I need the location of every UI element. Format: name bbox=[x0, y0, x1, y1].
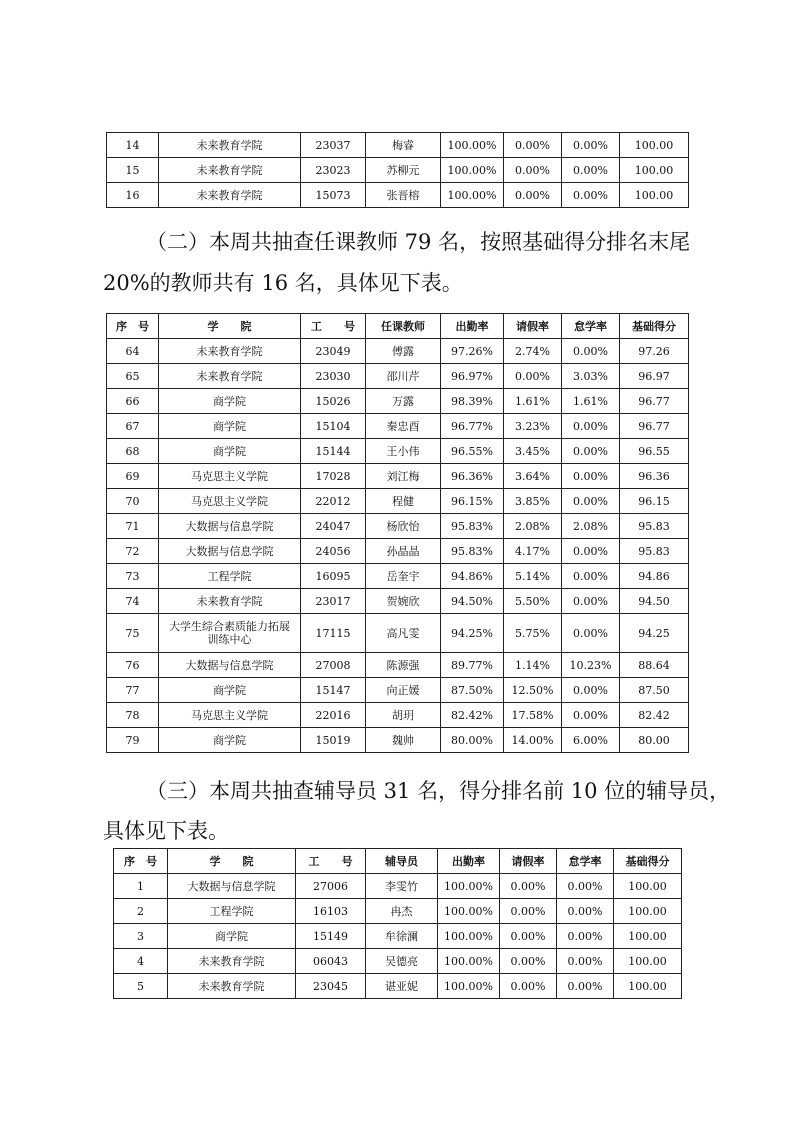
cell-index: 14 bbox=[107, 133, 159, 158]
cell-index: 1 bbox=[114, 874, 168, 899]
cell-attendance: 96.55% bbox=[441, 439, 504, 464]
cell-leave: 5.75% bbox=[504, 614, 562, 653]
cell-index: 66 bbox=[107, 389, 159, 414]
cell-truancy: 0.00% bbox=[562, 489, 620, 514]
cell-college: 大数据与信息学院 bbox=[159, 514, 301, 539]
cell-college: 未来教育学院 bbox=[168, 949, 296, 974]
header-index: 序 号 bbox=[107, 314, 159, 339]
cell-name: 王小伟 bbox=[366, 439, 441, 464]
table-3 bbox=[113, 848, 682, 999]
header-leave: 请假率 bbox=[500, 849, 557, 874]
table-2 bbox=[106, 313, 689, 753]
cell-leave: 0.00% bbox=[504, 158, 562, 183]
cell-staff-id: 23037 bbox=[301, 133, 366, 158]
cell-index: 67 bbox=[107, 414, 159, 439]
table-row bbox=[107, 678, 689, 703]
table-row bbox=[114, 874, 682, 899]
cell-score: 100.00 bbox=[620, 183, 689, 208]
cell-attendance: 100.00% bbox=[438, 899, 500, 924]
cell-truancy: 0.00% bbox=[562, 589, 620, 614]
cell-attendance: 96.36% bbox=[441, 464, 504, 489]
cell-truancy: 0.00% bbox=[562, 539, 620, 564]
cell-index: 3 bbox=[114, 924, 168, 949]
table-row bbox=[114, 924, 682, 949]
table-row bbox=[107, 183, 689, 208]
header-teacher: 任课教师 bbox=[366, 314, 441, 339]
cell-index: 77 bbox=[107, 678, 159, 703]
cell-score: 87.50 bbox=[620, 678, 689, 703]
table-row bbox=[107, 703, 689, 728]
table-row bbox=[107, 564, 689, 589]
cell-attendance: 97.26% bbox=[441, 339, 504, 364]
cell-leave: 0.00% bbox=[500, 899, 557, 924]
cell-score: 100.00 bbox=[614, 949, 682, 974]
header-attendance: 出勤率 bbox=[438, 849, 500, 874]
cell-index: 64 bbox=[107, 339, 159, 364]
table-row bbox=[114, 974, 682, 999]
cell-index: 72 bbox=[107, 539, 159, 564]
cell-attendance: 100.00% bbox=[438, 949, 500, 974]
cell-name: 杨欣怡 bbox=[366, 514, 441, 539]
cell-score: 100.00 bbox=[614, 874, 682, 899]
cell-staff-id: 15019 bbox=[301, 728, 366, 753]
cell-staff-id: 16103 bbox=[296, 899, 366, 924]
cell-index: 73 bbox=[107, 564, 159, 589]
cell-score: 94.25 bbox=[620, 614, 689, 653]
cell-score: 100.00 bbox=[620, 158, 689, 183]
cell-truancy: 0.00% bbox=[562, 614, 620, 653]
cell-score: 96.97 bbox=[620, 364, 689, 389]
header-counselor: 辅导员 bbox=[366, 849, 438, 874]
cell-truancy: 0.00% bbox=[562, 464, 620, 489]
cell-staff-id: 17028 bbox=[301, 464, 366, 489]
cell-staff-id: 17115 bbox=[301, 614, 366, 653]
cell-leave: 0.00% bbox=[504, 133, 562, 158]
cell-score: 100.00 bbox=[614, 899, 682, 924]
cell-leave: 0.00% bbox=[500, 874, 557, 899]
cell-truancy: 0.00% bbox=[562, 339, 620, 364]
cell-staff-id: 24047 bbox=[301, 514, 366, 539]
cell-index: 5 bbox=[114, 974, 168, 999]
cell-name: 梅睿 bbox=[366, 133, 441, 158]
cell-index: 70 bbox=[107, 489, 159, 514]
cell-attendance: 87.50% bbox=[441, 678, 504, 703]
header-college: 学 院 bbox=[159, 314, 301, 339]
cell-truancy: 10.23% bbox=[562, 653, 620, 678]
cell-name: 岳奎宇 bbox=[366, 564, 441, 589]
cell-leave: 5.50% bbox=[504, 589, 562, 614]
cell-index: 79 bbox=[107, 728, 159, 753]
header-score: 基础得分 bbox=[620, 314, 689, 339]
cell-name: 李雯竹 bbox=[366, 874, 438, 899]
cell-college: 未来教育学院 bbox=[159, 158, 301, 183]
table-row bbox=[107, 364, 689, 389]
table-row bbox=[114, 899, 682, 924]
cell-truancy: 0.00% bbox=[557, 974, 614, 999]
cell-index: 76 bbox=[107, 653, 159, 678]
cell-college: 未来教育学院 bbox=[159, 589, 301, 614]
cell-college: 未来教育学院 bbox=[159, 183, 301, 208]
cell-leave: 3.45% bbox=[504, 439, 562, 464]
cell-truancy: 0.00% bbox=[562, 158, 620, 183]
table-3-header-row bbox=[114, 849, 682, 874]
cell-attendance: 80.00% bbox=[441, 728, 504, 753]
cell-index: 69 bbox=[107, 464, 159, 489]
header-attendance: 出勤率 bbox=[441, 314, 504, 339]
table-row bbox=[107, 439, 689, 464]
header-truancy: 怠学率 bbox=[562, 314, 620, 339]
table-row bbox=[107, 464, 689, 489]
cell-name: 胡玥 bbox=[366, 703, 441, 728]
cell-leave: 0.00% bbox=[504, 364, 562, 389]
header-staff-id: 工 号 bbox=[301, 314, 366, 339]
cell-staff-id: 15104 bbox=[301, 414, 366, 439]
cell-index: 16 bbox=[107, 183, 159, 208]
table-1 bbox=[106, 132, 689, 208]
cell-college: 商学院 bbox=[159, 678, 301, 703]
cell-truancy: 0.00% bbox=[562, 133, 620, 158]
cell-index: 2 bbox=[114, 899, 168, 924]
cell-truancy: 2.08% bbox=[562, 514, 620, 539]
cell-leave: 0.00% bbox=[500, 949, 557, 974]
cell-staff-id: 15149 bbox=[296, 924, 366, 949]
cell-score: 82.42 bbox=[620, 703, 689, 728]
table-row bbox=[107, 389, 689, 414]
table-2-header-row bbox=[107, 314, 689, 339]
header-score: 基础得分 bbox=[614, 849, 682, 874]
cell-leave: 17.58% bbox=[504, 703, 562, 728]
cell-name: 冉杰 bbox=[366, 899, 438, 924]
cell-index: 71 bbox=[107, 514, 159, 539]
cell-score: 100.00 bbox=[614, 974, 682, 999]
cell-college: 未来教育学院 bbox=[159, 364, 301, 389]
cell-name: 谌亚妮 bbox=[366, 974, 438, 999]
cell-attendance: 100.00% bbox=[438, 974, 500, 999]
cell-college: 工程学院 bbox=[159, 564, 301, 589]
cell-name: 邵川芹 bbox=[366, 364, 441, 389]
cell-college: 商学院 bbox=[159, 728, 301, 753]
cell-name: 贺婉欣 bbox=[366, 589, 441, 614]
cell-name: 向正媛 bbox=[366, 678, 441, 703]
cell-leave: 4.17% bbox=[504, 539, 562, 564]
cell-name: 秦忠酉 bbox=[366, 414, 441, 439]
cell-index: 75 bbox=[107, 614, 159, 653]
table-2-body bbox=[107, 339, 689, 753]
cell-leave: 12.50% bbox=[504, 678, 562, 703]
cell-attendance: 96.97% bbox=[441, 364, 504, 389]
cell-staff-id: 23049 bbox=[301, 339, 366, 364]
cell-name: 牟徐澜 bbox=[366, 924, 438, 949]
table-row bbox=[107, 489, 689, 514]
cell-leave: 3.23% bbox=[504, 414, 562, 439]
cell-attendance: 96.15% bbox=[441, 489, 504, 514]
cell-attendance: 94.25% bbox=[441, 614, 504, 653]
cell-score: 100.00 bbox=[614, 924, 682, 949]
cell-staff-id: 06043 bbox=[296, 949, 366, 974]
cell-truancy: 0.00% bbox=[557, 949, 614, 974]
cell-name: 高凡雯 bbox=[366, 614, 441, 653]
cell-index: 78 bbox=[107, 703, 159, 728]
table-row bbox=[107, 589, 689, 614]
cell-name: 傅露 bbox=[366, 339, 441, 364]
cell-leave: 1.61% bbox=[504, 389, 562, 414]
cell-staff-id: 23023 bbox=[301, 158, 366, 183]
cell-score: 88.64 bbox=[620, 653, 689, 678]
cell-name: 苏柳元 bbox=[366, 158, 441, 183]
cell-staff-id: 27006 bbox=[296, 874, 366, 899]
cell-attendance: 96.77% bbox=[441, 414, 504, 439]
cell-score: 96.77 bbox=[620, 414, 689, 439]
cell-score: 95.83 bbox=[620, 539, 689, 564]
cell-college: 大数据与信息学院 bbox=[168, 874, 296, 899]
cell-score: 80.00 bbox=[620, 728, 689, 753]
cell-college: 商学院 bbox=[159, 414, 301, 439]
table-row bbox=[107, 653, 689, 678]
cell-attendance: 95.83% bbox=[441, 539, 504, 564]
cell-truancy: 0.00% bbox=[562, 678, 620, 703]
cell-index: 15 bbox=[107, 158, 159, 183]
cell-staff-id: 23045 bbox=[296, 974, 366, 999]
cell-staff-id: 16095 bbox=[301, 564, 366, 589]
header-staff-id: 工 号 bbox=[296, 849, 366, 874]
cell-college: 工程学院 bbox=[168, 899, 296, 924]
cell-leave: 3.64% bbox=[504, 464, 562, 489]
cell-staff-id: 15147 bbox=[301, 678, 366, 703]
cell-score: 96.55 bbox=[620, 439, 689, 464]
cell-leave: 3.85% bbox=[504, 489, 562, 514]
cell-truancy: 0.00% bbox=[562, 439, 620, 464]
cell-score: 96.15 bbox=[620, 489, 689, 514]
cell-leave: 0.00% bbox=[500, 924, 557, 949]
cell-attendance: 94.86% bbox=[441, 564, 504, 589]
cell-staff-id: 24056 bbox=[301, 539, 366, 564]
cell-attendance: 94.50% bbox=[441, 589, 504, 614]
cell-name: 万露 bbox=[366, 389, 441, 414]
cell-name: 刘江梅 bbox=[366, 464, 441, 489]
cell-staff-id: 23017 bbox=[301, 589, 366, 614]
cell-score: 95.83 bbox=[620, 514, 689, 539]
cell-staff-id: 22016 bbox=[301, 703, 366, 728]
cell-index: 74 bbox=[107, 589, 159, 614]
cell-truancy: 0.00% bbox=[557, 899, 614, 924]
cell-name: 陈源强 bbox=[366, 653, 441, 678]
cell-attendance: 100.00% bbox=[438, 924, 500, 949]
cell-college: 马克思主义学院 bbox=[159, 703, 301, 728]
cell-leave: 1.14% bbox=[504, 653, 562, 678]
table-row bbox=[107, 514, 689, 539]
cell-truancy: 0.00% bbox=[562, 564, 620, 589]
cell-attendance: 100.00% bbox=[438, 874, 500, 899]
cell-attendance: 89.77% bbox=[441, 653, 504, 678]
cell-attendance: 95.83% bbox=[441, 514, 504, 539]
cell-index: 68 bbox=[107, 439, 159, 464]
cell-college: 商学院 bbox=[159, 439, 301, 464]
header-truancy: 怠学率 bbox=[557, 849, 614, 874]
cell-leave: 14.00% bbox=[504, 728, 562, 753]
cell-attendance: 82.42% bbox=[441, 703, 504, 728]
cell-college: 大数据与信息学院 bbox=[159, 653, 301, 678]
cell-college: 未来教育学院 bbox=[168, 974, 296, 999]
cell-leave: 2.74% bbox=[504, 339, 562, 364]
table-3-body bbox=[114, 874, 682, 999]
cell-staff-id: 22012 bbox=[301, 489, 366, 514]
cell-score: 94.86 bbox=[620, 564, 689, 589]
table-1-body bbox=[107, 133, 689, 208]
cell-truancy: 0.00% bbox=[562, 183, 620, 208]
cell-leave: 0.00% bbox=[500, 974, 557, 999]
cell-staff-id: 15026 bbox=[301, 389, 366, 414]
cell-truancy: 0.00% bbox=[557, 874, 614, 899]
cell-name: 吴德亮 bbox=[366, 949, 438, 974]
cell-score: 96.36 bbox=[620, 464, 689, 489]
paragraph-3-line-2: 具体见下表。 bbox=[103, 819, 229, 843]
cell-truancy: 6.00% bbox=[562, 728, 620, 753]
paragraph-3-line-1: （三）本周共抽查辅导员 31 名，得分排名前 10 位的辅导员， bbox=[146, 779, 731, 803]
cell-attendance: 100.00% bbox=[441, 133, 504, 158]
header-college: 学 院 bbox=[168, 849, 296, 874]
cell-staff-id: 23030 bbox=[301, 364, 366, 389]
cell-college: 商学院 bbox=[159, 389, 301, 414]
cell-college: 未来教育学院 bbox=[159, 339, 301, 364]
cell-attendance: 100.00% bbox=[441, 183, 504, 208]
cell-name: 魏帅 bbox=[366, 728, 441, 753]
table-row bbox=[107, 133, 689, 158]
cell-staff-id: 15073 bbox=[301, 183, 366, 208]
cell-truancy: 3.03% bbox=[562, 364, 620, 389]
cell-leave: 5.14% bbox=[504, 564, 562, 589]
cell-leave: 0.00% bbox=[504, 183, 562, 208]
cell-attendance: 100.00% bbox=[441, 158, 504, 183]
table-row bbox=[107, 339, 689, 364]
cell-college: 马克思主义学院 bbox=[159, 464, 301, 489]
cell-college: 大学生综合素质能力拓展训练中心 bbox=[159, 614, 301, 653]
cell-attendance: 98.39% bbox=[441, 389, 504, 414]
cell-truancy: 0.00% bbox=[562, 414, 620, 439]
cell-score: 97.26 bbox=[620, 339, 689, 364]
cell-name: 张晋榕 bbox=[366, 183, 441, 208]
cell-name: 孙晶晶 bbox=[366, 539, 441, 564]
table-row bbox=[107, 728, 689, 753]
cell-college: 马克思主义学院 bbox=[159, 489, 301, 514]
table-row bbox=[107, 158, 689, 183]
cell-score: 96.77 bbox=[620, 389, 689, 414]
cell-staff-id: 15144 bbox=[301, 439, 366, 464]
cell-leave: 2.08% bbox=[504, 514, 562, 539]
table-row bbox=[107, 414, 689, 439]
paragraph-2-line-2: 20%的教师共有 16 名，具体见下表。 bbox=[103, 271, 463, 295]
cell-college: 商学院 bbox=[168, 924, 296, 949]
cell-name: 程健 bbox=[366, 489, 441, 514]
header-leave: 请假率 bbox=[504, 314, 562, 339]
table-row bbox=[107, 614, 689, 653]
paragraph-2-line-1: （二）本周共抽查任课教师 79 名，按照基础得分排名末尾 bbox=[146, 230, 691, 254]
cell-index: 4 bbox=[114, 949, 168, 974]
table-row bbox=[114, 949, 682, 974]
cell-score: 94.50 bbox=[620, 589, 689, 614]
cell-truancy: 0.00% bbox=[557, 924, 614, 949]
cell-score: 100.00 bbox=[620, 133, 689, 158]
cell-college: 未来教育学院 bbox=[159, 133, 301, 158]
cell-college: 大数据与信息学院 bbox=[159, 539, 301, 564]
cell-index: 65 bbox=[107, 364, 159, 389]
cell-staff-id: 27008 bbox=[301, 653, 366, 678]
cell-truancy: 0.00% bbox=[562, 703, 620, 728]
header-index: 序 号 bbox=[114, 849, 168, 874]
table-row bbox=[107, 539, 689, 564]
cell-truancy: 1.61% bbox=[562, 389, 620, 414]
